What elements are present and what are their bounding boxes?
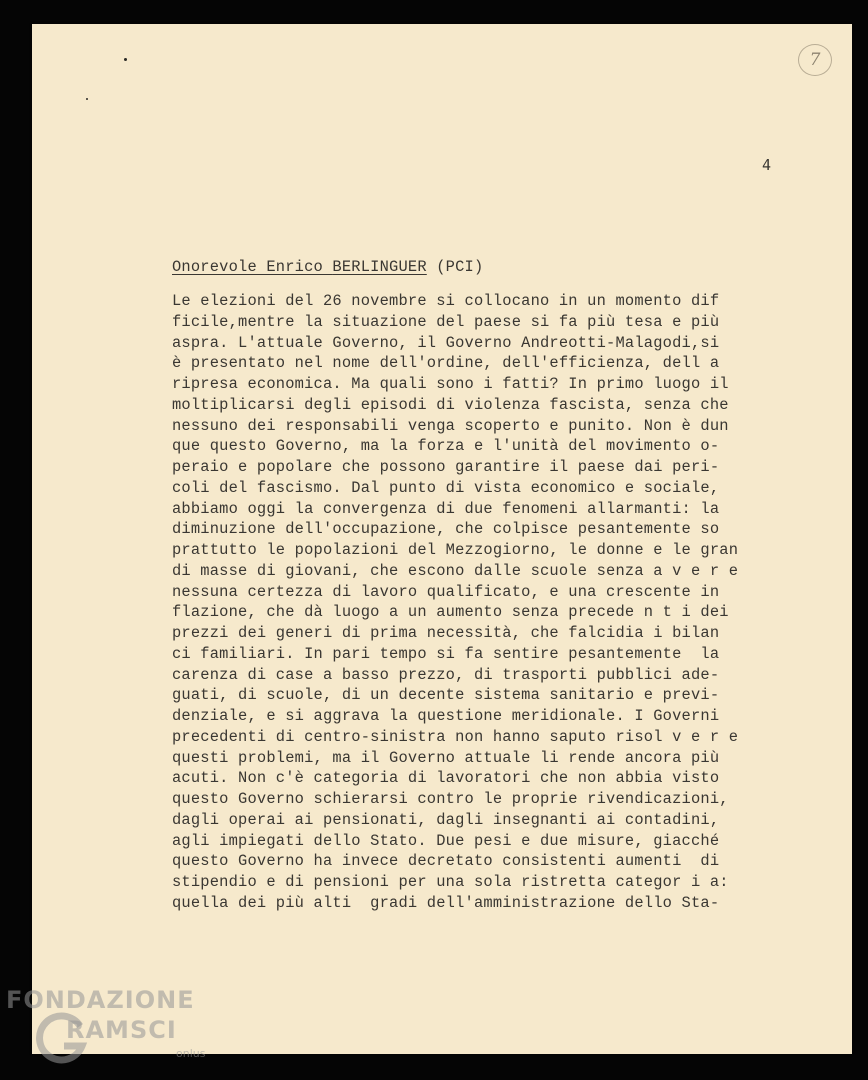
- text-line: coli del fascismo. Dal punto di vista economico e sociale,: [172, 478, 720, 497]
- text-line: questi problemi, ma il Governo attuale li rende ancora più: [172, 748, 720, 767]
- text-line: stipendio e di pensioni per una sola ristretta categor i a:: [172, 873, 729, 891]
- speaker-prefix: Onorevole Enrico: [172, 258, 333, 276]
- text-line: moltiplicarsi degli episodi di violenza fascista, senza che: [172, 395, 729, 414]
- text-line: guati, di scuole, di un decente sistema sanitario e previ-: [172, 686, 720, 705]
- text-line: prattutto le popolazioni del Mezzogiorno, le donne e le gran: [172, 541, 739, 559]
- text-line: peraio e popolare che possono garantire il paese dai peri-: [172, 458, 720, 476]
- text-line: acuti. Non c'è categoria di lavoratori che non abbia visto: [172, 769, 720, 788]
- typewritten-sheet: [32, 24, 852, 1054]
- text-line: questo Governo ha invece decretato consistenti aumenti di: [172, 852, 720, 871]
- fondazione-gramsci-watermark: [4, 986, 224, 1076]
- text-line: ficile,mentre la situazione del paese si fa più tesa e più: [172, 312, 720, 331]
- text-line: denziale, e si aggrava la questione meridionale. I Governi: [172, 707, 720, 725]
- text-line: carenza di case a basso prezzo, di trasporti pubblici ade-: [172, 665, 720, 684]
- text-line: ripresa economica. Ma quali sono i fatti? In primo luogo il: [172, 375, 729, 393]
- text-line: que questo Governo, ma la forza e l'unità del movimento o-: [172, 437, 720, 456]
- text-line: nessuno dei responsabili venga scoperto e punito. Non è dun: [172, 416, 729, 435]
- speaker-heading: [172, 256, 812, 278]
- text-line: quella dei più alti gradi dell'amministrazione dello Sta-: [172, 893, 720, 912]
- archive-number-stamp: 7: [798, 44, 832, 76]
- text-line: è presentato nel nome dell'ordine, dell'efficienza, dell a: [172, 354, 720, 373]
- dust-speck: [124, 58, 127, 61]
- speech-text: [172, 291, 812, 914]
- watermark-line-2: RAMSCI: [66, 1016, 177, 1044]
- watermark-onlus: onlus: [176, 1047, 206, 1060]
- text-line: nessuna certezza di lavoro qualificato, e una crescente in: [172, 582, 720, 601]
- text-line: diminuzione dell'occupazione, che colpisce pesantemente so: [172, 520, 720, 539]
- text-line: questo Governo schierarsi contro le proprie rivendicazioni,: [172, 790, 729, 808]
- text-line: flazione, che dà luogo a un aumento senza precede n t i dei: [172, 603, 729, 622]
- text-line: ci familiari. In pari tempo si fa sentire pesantemente la: [172, 644, 720, 663]
- speaker-party: (PCI): [436, 258, 484, 276]
- text-line: dagli operai ai pensionati, dagli insegnanti ai contadini,: [172, 810, 720, 829]
- text-line: aspra. L'attuale Governo, il Governo Andreotti-Malagodi,si: [172, 333, 720, 352]
- text-line: prezzi dei generi di prima necessità, che falcidia i bilan: [172, 624, 720, 642]
- page-number: 4: [762, 156, 772, 174]
- typed-text-block: [172, 256, 812, 914]
- dust-speck: [86, 98, 88, 100]
- speaker-surname: BERLINGUER: [332, 258, 427, 276]
- text-line: precedenti di centro-sinistra non hanno saputo risol v e r e: [172, 727, 739, 746]
- text-line: abbiamo oggi la convergenza di due fenomeni allarmanti: la: [172, 499, 720, 518]
- text-line: agli impiegati dello Stato. Due pesi e due misure, giacché: [172, 831, 720, 850]
- text-line: di masse di giovani, che escono dalle scuole senza a v e r e: [172, 561, 739, 580]
- watermark-line-1: FONDAZIONE: [6, 986, 195, 1014]
- text-line: Le elezioni del 26 novembre si collocano in un momento dif: [172, 292, 720, 310]
